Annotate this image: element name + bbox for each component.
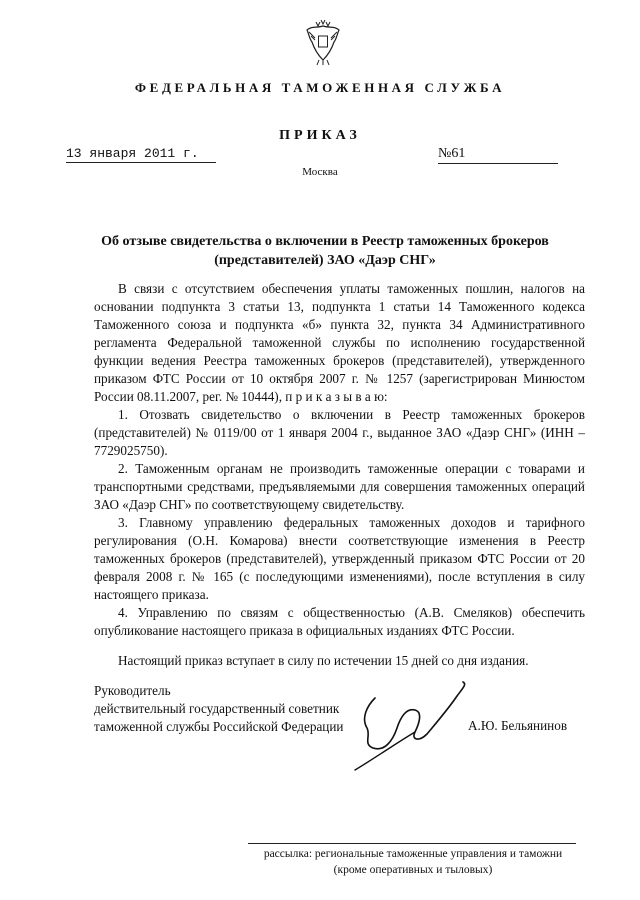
document-number: №61 bbox=[438, 146, 558, 164]
document-type: ПРИКАЗ bbox=[279, 128, 361, 143]
signatory-line: действительный государственный советник bbox=[94, 701, 340, 716]
distribution-line: (кроме оперативных и тыловых) bbox=[333, 864, 493, 876]
effective-date-paragraph: Настоящий приказ вступает в силу по истечении 15 дней со дня издания. bbox=[118, 653, 529, 668]
agency-name: ФЕДЕРАЛЬНАЯ ТАМОЖЕННАЯ СЛУЖБА bbox=[134, 80, 506, 95]
document-subject bbox=[95, 232, 555, 270]
distribution-list bbox=[248, 846, 578, 878]
handwritten-signature bbox=[345, 678, 480, 773]
distribution-line: рассылка: региональные таможенные управления и таможни bbox=[263, 848, 563, 860]
subject-line: Об отзыве свидетельства о включении в Реестр таможенных брокеров bbox=[101, 234, 549, 249]
body-paragraph: 1. Отозвать свидетельство о включении в Реестр таможенных брокеров (представителей) № 0119/00 от 1 января 2004 г., выданное ЗАО «Даэр СНГ» (ИНН – 7729025750). bbox=[94, 407, 585, 458]
body-paragraph: 2. Таможенным органам не производить таможенные операции с товарами и транспортными средствами, предъявляемыми для совершения таможенных операций ЗАО «Даэр СНГ» по соответствующему свидетельству. bbox=[94, 461, 585, 512]
signatory-line: таможенной службы Российской Федерации bbox=[94, 719, 344, 734]
body-paragraph: В связи с отсутствием обеспечения уплаты таможенных пошлин, налогов на основании подпункта 3 статьи 13, подпункта 1 статьи 14 Таможенного кодекса Таможенного союза и подпункта «б» пункта 32, пункта 34 Административного регламента Федеральной таможенной службы по исполнению государственной функции ведения Реестра таможенных брокеров (представителей), утвержденного приказом ФТС России от 10 октября 2007 г. № 1257 (зарегистрирован Минюстом России 08.11.2007, рег. № 10444), п р и к а з ы в а ю: bbox=[94, 281, 585, 404]
signatory-title bbox=[94, 682, 364, 736]
document-date: 13 января 2011 г. bbox=[66, 146, 216, 163]
body-paragraph: 4. Управлению по связям с общественностью (А.В. Смеляков) обеспечить опубликование настоящего приказа в официальных изданиях ФТС России. bbox=[94, 605, 585, 638]
signatory-name: А.Ю. Бельянинов bbox=[468, 718, 568, 733]
distribution-divider bbox=[248, 843, 576, 844]
body-paragraph: 3. Главному управлению федеральных таможенных доходов и тарифного регулирования (О.Н. Комарова) внести соответствующие изменения в Реестр таможенных брокеров (представителей), утвержденный приказом ФТС России от 20 февраля 2008 г. № 165 (с последующими изменениями), после вступления в силу настоящего приказа. bbox=[94, 515, 585, 602]
emblem-icon bbox=[303, 20, 343, 66]
signatory-line: Руководитель bbox=[94, 683, 171, 698]
subject-line: (представителей) ЗАО «Даэр СНГ» bbox=[214, 253, 436, 268]
document-city: Москва bbox=[302, 166, 338, 178]
document-body bbox=[94, 280, 585, 670]
